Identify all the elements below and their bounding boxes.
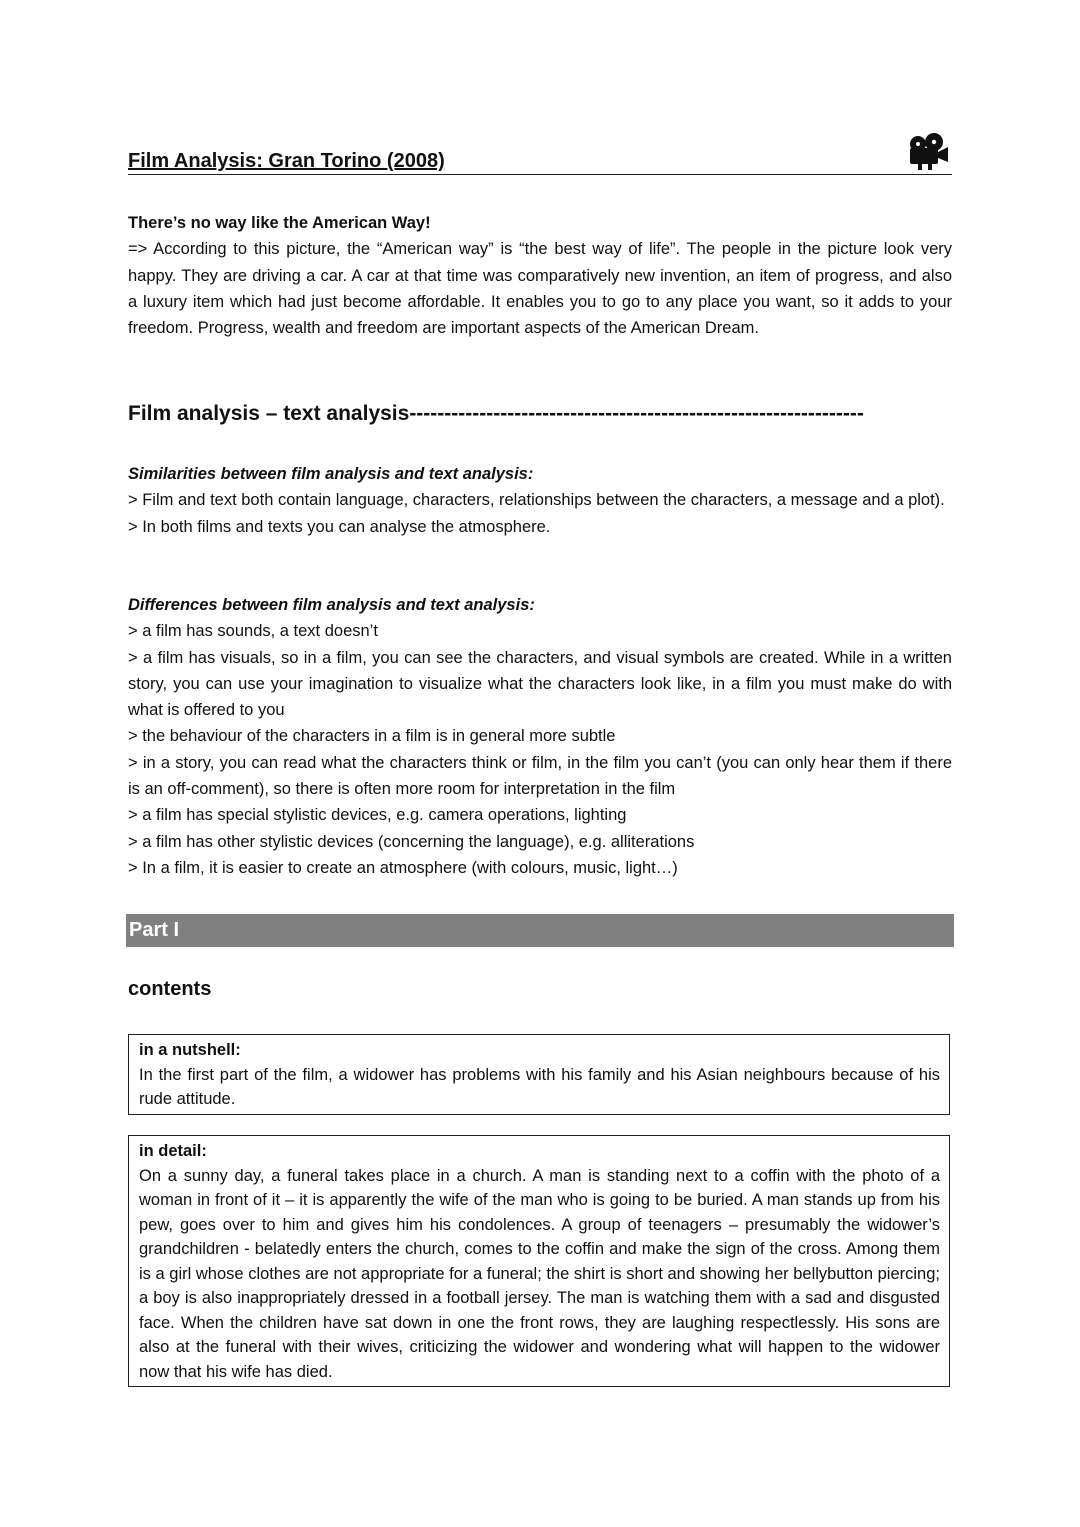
nutshell-box <box>128 1034 950 1115</box>
similarities-section <box>128 461 952 540</box>
comparison-heading: Film analysis – text analysis----------------------------------------------------------------- <box>128 402 864 425</box>
nutshell-text: In the first part of the film, a widower has problems with his family and his Asian neighbours because of his rude attitude. <box>139 1065 940 1108</box>
detail-label: in detail: <box>139 1142 207 1160</box>
document-title: Film Analysis: Gran Torino (2008) <box>128 150 445 172</box>
differences-heading: Differences between film analysis and text analysis: <box>128 596 535 614</box>
film-camera-icon <box>904 132 950 172</box>
intro-section <box>128 210 952 341</box>
differences-item: > the behaviour of the characters in a film is in general more subtle <box>128 727 616 746</box>
similarities-heading: Similarities between film analysis and text analysis: <box>128 465 534 483</box>
detail-box <box>128 1135 950 1387</box>
similarities-item: > Film and text both contain language, characters, relationships between the characters, a message and a plot). <box>128 491 945 510</box>
intro-body: => According to this picture, the “American way” is “the best way of life”. The people in the picture look very happy. They are driving a car. A car at that time was comparatively new invention, an item of progress, and also a luxury item which had just become affordable. It enables you to go to any place you want, so it adds to your freedom. Progress, wealth and freedom are important aspects of the American Dream. <box>128 240 952 338</box>
nutshell-label: in a nutshell: <box>139 1041 241 1059</box>
part-heading-bar: Part I <box>126 914 954 947</box>
intro-heading: There’s no way like the American Way! <box>128 214 431 232</box>
document-header <box>128 130 952 175</box>
differences-item: > a film has other stylistic devices (concerning the language), e.g. alliterations <box>128 832 695 851</box>
differences-item: > a film has special stylistic devices, e.g. camera operations, lighting <box>128 806 627 825</box>
differences-item: > in a story, you can read what the characters think or film, in the film you can’t (you can only hear them if there is an off-comment), so there is often more room for interpretation in the film <box>128 753 952 799</box>
contents-heading: contents <box>128 978 212 1000</box>
differences-section <box>128 592 952 881</box>
similarities-item: > In both films and texts you can analyse the atmosphere. <box>128 517 551 536</box>
detail-text: On a sunny day, a funeral takes place in a church. A man is standing next to a coffin with the photo of a woman in front of it – it is apparently the wife of the man who is going to be buried. A man stands up from his pew, goes over to him and gives him his condolences. A group of teenagers – presumably the widower’s grandchildren - belatedly enters the church, comes to the coffin and make the sign of the cross. Among them is a girl whose clothes are not appropriate for a funeral; the shirt is short and showing her bellybutton piercing; a boy is also inappropriately dressed in a football jersey. The man is watching them with a sad and disgusted face. When the children have sat down in one the front rows, they are laughing respectlessly. His sons are also at the funeral with their wives, criticizing the widower and wondering what will happen to the widower now that his wife has died. <box>139 1166 940 1381</box>
differences-item: > a film has visuals, so in a film, you can see the characters, and visual symbols are created. While in a written story, you can use your imagination to visualize what the characters look like, in a film you must make do with what is offered to you <box>128 648 952 720</box>
differences-item: > In a film, it is easier to create an atmosphere (with colours, music, light…) <box>128 858 678 877</box>
differences-item: > a film has sounds, a text doesn’t <box>128 622 378 641</box>
